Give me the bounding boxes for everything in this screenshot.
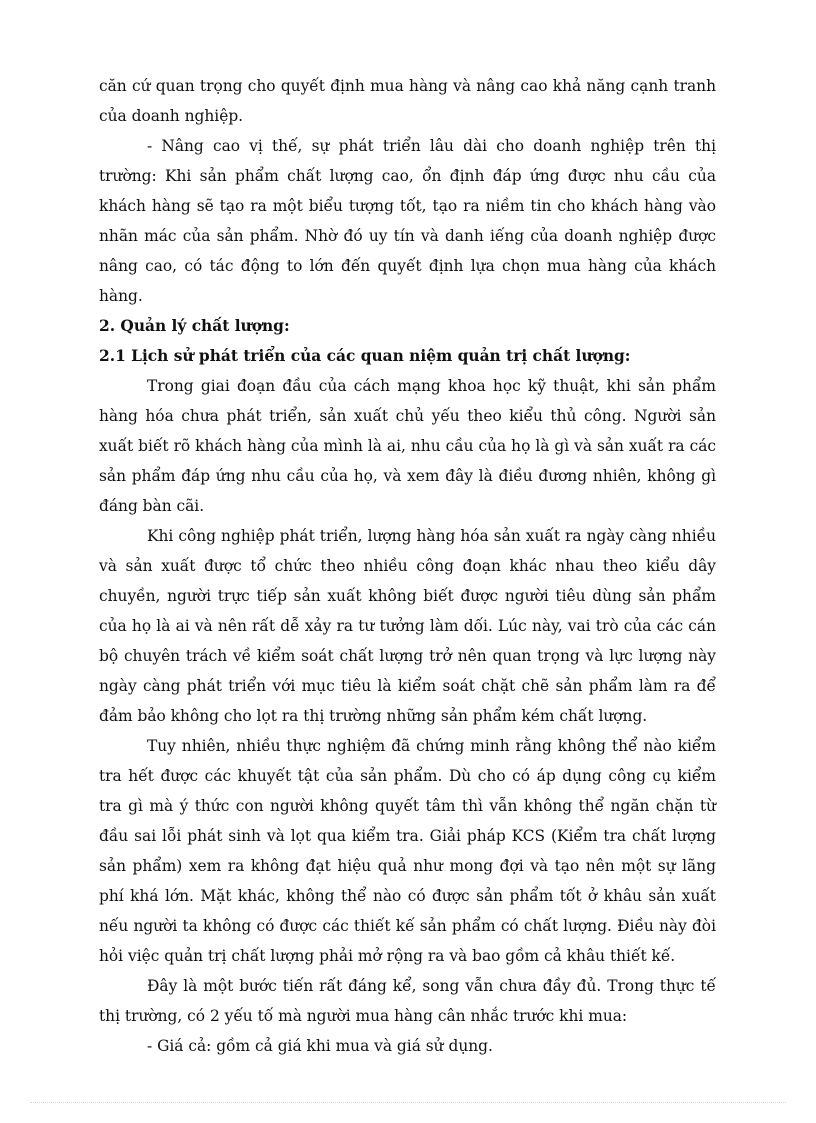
section-heading: 2. Quản lý chất lượng: [99,317,290,335]
paragraph-market-factors: Đây là một bước tiến rất đáng kể, song vẫn chưa đầy đủ. Trong thực tế thị trường, có 2 yếu tố mà người mua hàng cân nhắc trước khi mua: [99,977,716,1025]
paragraph-inspection-limits: Tuy nhiên, nhiều thực nghiệm đã chứng minh rằng không thể nào kiểm tra hết được các khuyết tật của sản phẩm. Dù cho có áp dụng công cụ kiểm tra gì mà ý thức con người không quyết tâm thì vẫn không thể ngăn chặn từ đầu sai lỗi phát sinh và lọt qua kiểm tra. Giải pháp KCS (Kiểm tra chất lượng sản phẩm) xem ra không đạt hiệu quả như mong đợi và tạo nên một sự lãng phí khá lớn. Mặt khác, không thể nào có được sản phẩm tốt ở khâu sản xuất nếu người ta không có được các thiết kế sản phẩm có chất lượng. Điều này đòi hỏi việc quản trị chất lượng phải mở rộng ra và bao gồm cả khâu thiết kế. [99,737,716,965]
paragraph-industrial-development: Khi công nghiệp phát triển, lượng hàng hóa sản xuất ra ngày càng nhiều và sản xuất được tổ chức theo nhiều công đoạn khác nhau theo kiểu dây chuyền, người trực tiếp sản xuất không biết được người tiêu dùng sản phẩm của họ là ai và nên rất dễ xảy ra tư tưởng làm dối. Lúc này, vai trò của các cán bộ chuyên trách về kiểm soát chất lượng trở nên quan trọng và lực lượng này ngày càng phát triển với mục tiêu là kiểm soát chặt chẽ sản phẩm làm ra để đảm bảo không cho lọt ra thị trường những sản phẩm kém chất lượng. [99,527,716,725]
paragraph-price-item: - Giá cả: gồm cả giá khi mua và giá sử dụng. [147,1037,493,1055]
subsection-heading: 2.1 Lịch sử phát triển của các quan niệm quản trị chất lượng: [99,347,631,365]
document-body [99,71,716,1061]
paragraph-continuation: căn cứ quan trọng cho quyết định mua hàng và nâng cao khả năng cạnh tranh của doanh nghiệp. [99,77,716,125]
paragraph-early-stage: Trong giai đoạn đầu của cách mạng khoa học kỹ thuật, khi sản phẩm hàng hóa chưa phát triển, sản xuất chủ yếu theo kiểu thủ công. Người sản xuất biết rõ khách hàng của mình là ai, nhu cầu của họ là gì và sản xuất ra các sản phẩm đáp ứng nhu cầu của họ, và xem đây là điều đương nhiên, không gì đáng bàn cãi. [99,377,716,515]
paragraph-enhance-position: - Nâng cao vị thế, sự phát triển lâu dài cho doanh nghiệp trên thị trường: Khi sản phẩm chất lượng cao, ổn định đáp ứng được nhu cầu của khách hàng sẽ tạo ra một biểu tượng tốt, tạo ra niềm tin cho khách hàng vào nhãn mác của sản phẩm. Nhờ đó uy tín và danh iếng của doanh nghiệp được nâng cao, có tác động to lớn đến quyết định lựa chọn mua hàng của khách hàng. [99,137,716,305]
footer-divider [30,1102,786,1103]
